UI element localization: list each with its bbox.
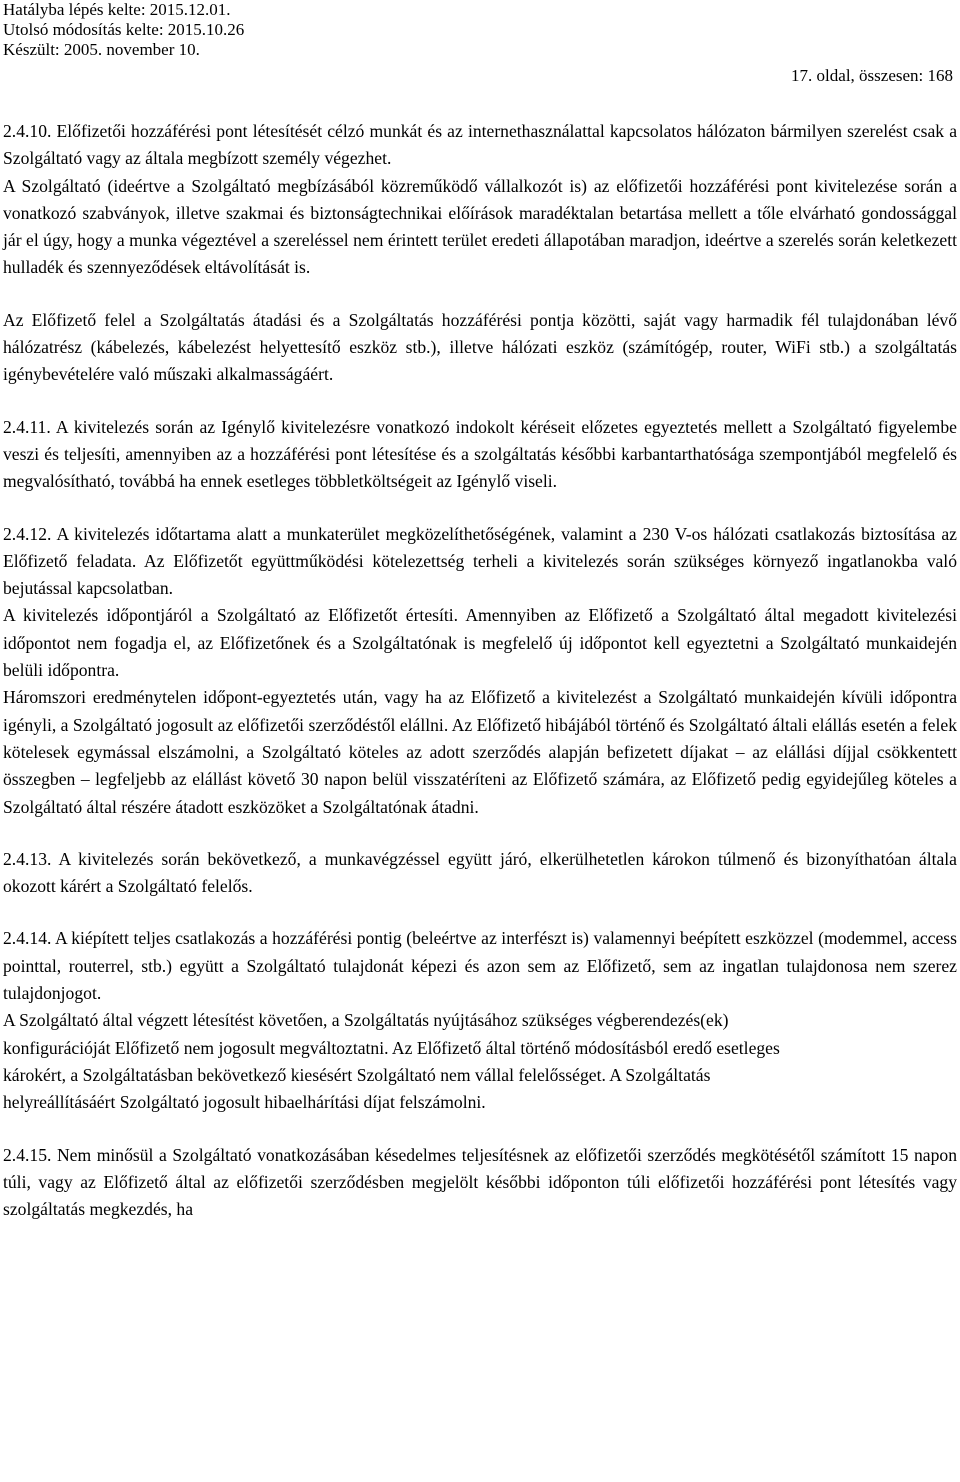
section-text: A kivitelezés időtartama alatt a munkaterület megközelíthetőségének, valamint a 230 V-os hálózati csatlakozás biztosítása az Előfizető feladata. Az Előfizetőt együttműködési kötelezettség terheli a kivitelezés során szükséges környező ingatlanokba való bejutással kapcsolatban. (3, 523, 957, 599)
paragraph-2-4-12 (3, 521, 957, 603)
section-number: 2.4.10. (3, 121, 52, 141)
paragraph-2-4-14 (3, 925, 957, 1007)
paragraph: Háromszori eredménytelen időpont-egyeztetés után, vagy ha az Előfizető a kivitelezést a Szolgáltató munkaidején kívüli időpontra igényli, a Szolgáltató jogosult az előfizetői szerződéstől elállni. Az Előfizető hibájából történő és Szolgáltató általi elállás esetén a felek kötelesek egymással elszámolni, a Szolgáltató köteles az adott szerződés alapján befizetett díjakat – az elállási díjjal csökkentett összegben – legfeljebb az elállást követő 30 napon belül visszatéríteni az Előfizető számára, az Előfizető pedig egyidejűleg köteles a Szolgáltató által részére átadott eszközöket a Szolgáltatónak átadni. (3, 687, 957, 817)
section-number: 2.4.15. (3, 1144, 52, 1165)
section-number: 2.4.12. (3, 523, 52, 544)
section-text: Előfizetői hozzáférési pont létesítését célzó munkát és az internethasználattal kapcsolatos hálózaton bármilyen szerelést csak a Szolgáltató vagy az általa megbízott személy végezhet. (3, 121, 958, 169)
paragraph: Az Előfizető felel a Szolgáltatás átadási és a Szolgáltatás hozzáférési pontja közötti, saját vagy harmadik fél tulajdonában lévő hálózatrész (kábelezés, kábelezést helyettesítő eszköz stb.), illetve hálózati eszköz (számítógép, router, WiFi stb.) a szolgáltatás igénybevételére való műszaki alkalmasságáért. (3, 309, 957, 385)
created-date: Készült: 2005. november 10. (3, 40, 200, 59)
section-text: Nem minősül a Szolgáltató vonatkozásában késedelmes teljesítésnek az előfizetői szerződés megkötésétől számított 15 napon túli, vagy az Előfizető által az előfizetői szerződésben megjelölt későbbi időponton túli előfizetői hozzáférési pont létesítés vagy szolgáltatás megkezdés, ha (3, 1144, 957, 1220)
effective-date: Hatályba lépés kelte: 2015.12.01. (3, 0, 231, 19)
section-text: A kivitelezés során bekövetkező, a munkavégzéssel együtt járó, elkerülhetetlen károkon túlmenő és bizonyíthatóan általa okozott kárért a Szolgáltató felelős. (3, 848, 957, 897)
modified-date: Utolsó módosítás kelte: 2015.10.26 (3, 20, 245, 39)
section-text: A kivitelezés során az Igénylő kivitelezésre vonatkozó indokolt kéréseit előzetes egyeztetés mellett a Szolgáltató figyelembe veszi és teljesíti, amennyiben az a hozzáférési pont létesítése és a szolgáltatás későbbi karbantarthatósága szempontjából megfelelő és megvalósítható, továbbá ha ennek esetleges többletköltségeit az Igénylő viseli. (3, 416, 957, 492)
paragraph-line: károkért, a Szolgáltatásban bekövetkező kiesésért Szolgáltató nem vállal felelősséget. A Szolgáltatás (3, 1064, 711, 1085)
paragraph: A kivitelezés időpontjáról a Szolgáltató az Előfizetőt értesíti. Amennyiben az Előfizető a Szolgáltató által megadott kivitelezési időpontot nem fogadja el, az Előfizetőnek és a Szolgáltatónak is megfelelő új időpontot kell egyeztetni a Szolgáltató munkaidején belüli időpontra. (3, 605, 957, 681)
document-header (3, 0, 244, 60)
paragraph-line: konfigurációját Előfizető nem jogosult megváltoztatni. Az Előfizető által történő módosításból eredő esetleges (3, 1037, 780, 1058)
paragraph-line: A Szolgáltató által végzett létesítést követően, a Szolgáltatás nyújtásához szükséges végberendezés(ek) (3, 1010, 729, 1031)
section-text: A kiépített teljes csatlakozás a hozzáférési pontig (beleértve az interfészt is) valamennyi beépített eszközzel (modemmel, access pointtal, routerrel, stb.) együtt a Szolgáltató tulajdonát képezi és azon sem az Előfizető, sem az ingatlan tulajdonosa nem szerez tulajdonjogot. (3, 928, 957, 1004)
page-number: 17. oldal, összesen: 168 (791, 66, 953, 85)
paragraph-2-4-11 (3, 414, 957, 496)
paragraph-2-4-13 (3, 846, 957, 901)
document-body (3, 118, 957, 1223)
section-number: 2.4.13. (3, 848, 52, 869)
paragraph-line: helyreállításáért Szolgáltató jogosult hibaelhárítási díjat felszámolni. (3, 1092, 486, 1113)
section-number: 2.4.11. (3, 416, 51, 437)
paragraph: A Szolgáltató (ideértve a Szolgáltató megbízásából közreműködő vállalkozót is) az előfizetői hozzáférési pont kivitelezése során a vonatkozó szabványok, illetve szakmai és biztonságtechnikai előírások maradéktalan betartása mellett a tőle elvárható gondossággal jár el úgy, hogy a munka végeztével a szereléssel nem érintett terület eredeti állapotában maradjon, ideértve a szerelés során keletkezett hulladék és szennyeződések eltávolítását is. (3, 175, 957, 278)
paragraph-2-4-10 (3, 118, 957, 173)
paragraph-2-4-15 (3, 1142, 957, 1224)
section-number: 2.4.14. (3, 928, 52, 949)
